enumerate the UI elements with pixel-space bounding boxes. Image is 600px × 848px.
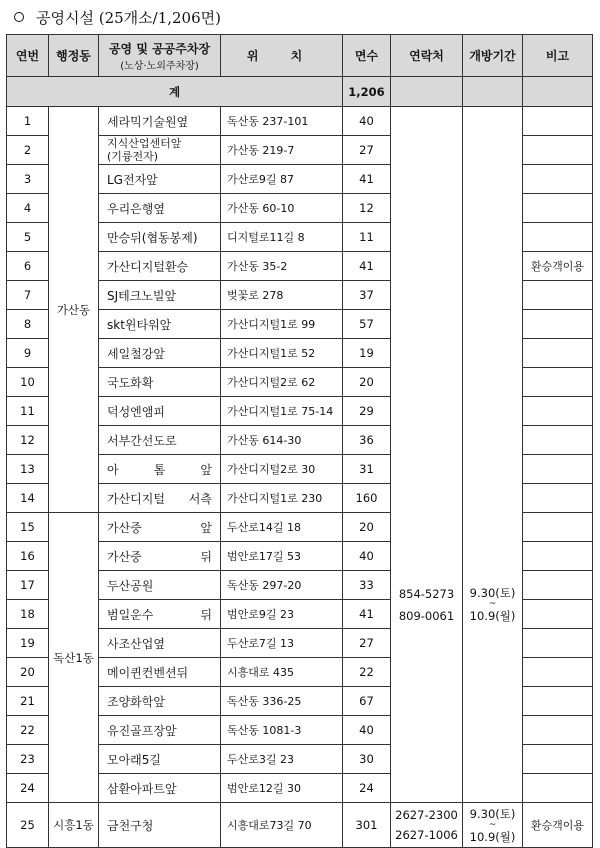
row-no: 23 xyxy=(7,745,49,774)
parking-name-text: 국도화확 xyxy=(107,375,154,390)
spaces-cell: 22 xyxy=(343,658,391,687)
header-district: 행정동 xyxy=(49,35,99,77)
total-spaces: 1,206 xyxy=(343,77,391,107)
row-no: 15 xyxy=(7,513,49,542)
row-no: 20 xyxy=(7,658,49,687)
spaces-cell: 31 xyxy=(343,455,391,484)
parking-name-text: 가산디지털환승 xyxy=(107,259,189,274)
header-name-main: 공영 및 공공주차장 xyxy=(108,41,211,56)
row-no: 6 xyxy=(7,252,49,281)
remark-cell xyxy=(523,571,593,600)
remark-cell xyxy=(523,281,593,310)
remark-cell xyxy=(523,600,593,629)
location-cell: 범안로9길 23 xyxy=(221,600,343,629)
header-period: 개방기간 xyxy=(463,35,523,77)
parking-name xyxy=(99,310,221,339)
parking-name xyxy=(99,658,221,687)
total-period xyxy=(463,77,523,107)
location-cell: 시흥대로 435 xyxy=(221,658,343,687)
section-title-text: 공영시설 (25개소/1,206면) xyxy=(36,8,221,27)
row-no: 5 xyxy=(7,223,49,252)
parking-name-text: SJ테크노빌앞 xyxy=(107,288,177,303)
location-cell: 독산동 336-25 xyxy=(221,687,343,716)
table-row xyxy=(7,107,593,136)
row-no: 21 xyxy=(7,687,49,716)
spaces-cell: 20 xyxy=(343,368,391,397)
remark-cell xyxy=(523,542,593,571)
period-cell xyxy=(463,107,523,803)
spaces-cell: 67 xyxy=(343,687,391,716)
parking-name xyxy=(99,107,221,136)
parking-name xyxy=(99,194,221,223)
parking-name-text: 세일철강앞 xyxy=(107,346,165,361)
remark-cell xyxy=(523,774,593,803)
row-no: 2 xyxy=(7,136,49,165)
parking-name xyxy=(99,339,221,368)
parking-name-text: 우리은행옆 xyxy=(107,201,165,216)
district-cell: 독산1동 xyxy=(49,513,99,803)
parking-name xyxy=(99,136,221,165)
parking-name-text: LG전자앞 xyxy=(107,172,158,187)
district-cell: 시흥1동 xyxy=(49,803,99,848)
parking-name-text: 아 톰 앞 xyxy=(107,462,212,477)
parking-name-text: 두산공원 xyxy=(107,578,154,593)
remark-cell xyxy=(523,426,593,455)
spaces-cell: 19 xyxy=(343,339,391,368)
table-row xyxy=(7,803,593,848)
row-no: 4 xyxy=(7,194,49,223)
spaces-cell: 40 xyxy=(343,542,391,571)
contact-number: 854-5273 xyxy=(398,586,455,601)
period-to: 10.9(월) xyxy=(469,829,516,844)
spaces-cell: 57 xyxy=(343,310,391,339)
contact-number: 809-0061 xyxy=(398,608,455,623)
row-no: 3 xyxy=(7,165,49,194)
spaces-cell: 41 xyxy=(343,165,391,194)
spaces-cell: 20 xyxy=(343,513,391,542)
spaces-cell: 160 xyxy=(343,484,391,513)
row-no: 17 xyxy=(7,571,49,600)
period-to: 10.9(월) xyxy=(469,609,516,623)
header-spaces: 면수 xyxy=(343,35,391,77)
spaces-cell: 40 xyxy=(343,716,391,745)
location-cell: 가산디지털1로 75-14 xyxy=(221,397,343,426)
row-no: 10 xyxy=(7,368,49,397)
parking-name-text: 가산디지털 서측 xyxy=(107,491,212,506)
remark-cell xyxy=(523,194,593,223)
remark-cell xyxy=(523,397,593,426)
remark-cell xyxy=(523,484,593,513)
row-no: 19 xyxy=(7,629,49,658)
parking-name xyxy=(99,774,221,803)
parking-name xyxy=(99,165,221,194)
row-no: 12 xyxy=(7,426,49,455)
location-cell: 범안로17길 53 xyxy=(221,542,343,571)
location-cell: 가산동 35-2 xyxy=(221,252,343,281)
row-no: 1 xyxy=(7,107,49,136)
spaces-cell: 33 xyxy=(343,571,391,600)
parking-name-text: 서부간선도로 xyxy=(107,433,177,448)
location-cell: 두산로3길 23 xyxy=(221,745,343,774)
period-from: 9.30(토) xyxy=(469,806,516,821)
remark-cell xyxy=(523,107,593,136)
header-no: 연번 xyxy=(7,35,49,77)
location-cell: 두산로14길 18 xyxy=(221,513,343,542)
row-no: 13 xyxy=(7,455,49,484)
remark-cell xyxy=(523,658,593,687)
spaces-cell: 37 xyxy=(343,281,391,310)
location-cell: 두산로7길 13 xyxy=(221,629,343,658)
parking-name xyxy=(99,223,221,252)
parking-name-text: 세라믹기술원옆 xyxy=(107,114,189,129)
spaces-cell: 30 xyxy=(343,745,391,774)
header-name-sub: (노상·노외주차장) xyxy=(120,60,199,72)
remark-cell xyxy=(523,629,593,658)
parking-name xyxy=(99,629,221,658)
remark-cell xyxy=(523,310,593,339)
parking-name xyxy=(99,542,221,571)
spaces-cell: 29 xyxy=(343,397,391,426)
parking-name xyxy=(99,484,221,513)
parking-name xyxy=(99,745,221,774)
location-cell: 독산동 1081-3 xyxy=(221,716,343,745)
parking-name xyxy=(99,426,221,455)
parking-name xyxy=(99,368,221,397)
row-no: 18 xyxy=(7,600,49,629)
total-label: 계 xyxy=(7,77,343,107)
contact-cell xyxy=(391,107,463,803)
parking-name-text: 만승뒤(협동봉제) xyxy=(107,230,198,245)
location-cell: 가산디지털2로 30 xyxy=(221,455,343,484)
parking-name xyxy=(99,397,221,426)
parking-name xyxy=(99,252,221,281)
header-name xyxy=(99,35,221,77)
district-cell: 가산동 xyxy=(49,107,99,513)
row-no: 25 xyxy=(7,803,49,848)
parking-name-text: 삼환아파트앞 xyxy=(107,781,177,796)
remark-cell xyxy=(523,223,593,252)
parking-name xyxy=(99,571,221,600)
total-row xyxy=(7,77,593,107)
spaces-cell: 12 xyxy=(343,194,391,223)
parking-name-text: 범일운수 뒤 xyxy=(107,607,212,622)
remark-cell xyxy=(523,745,593,774)
location-cell: 가산동 219-7 xyxy=(221,136,343,165)
spaces-cell: 11 xyxy=(343,223,391,252)
remark-cell xyxy=(523,339,593,368)
spaces-cell: 24 xyxy=(343,774,391,803)
remark-cell xyxy=(523,716,593,745)
period-sep: ~ xyxy=(488,819,497,830)
spaces-cell: 36 xyxy=(343,426,391,455)
spaces-cell: 41 xyxy=(343,600,391,629)
contact-cell xyxy=(391,803,463,848)
parking-name-text: 유진골프장앞 xyxy=(107,723,177,738)
row-no: 24 xyxy=(7,774,49,803)
row-no: 16 xyxy=(7,542,49,571)
parking-name-text: 금천구청 xyxy=(107,818,154,833)
parking-name xyxy=(99,281,221,310)
contact-number: 2627-1006 xyxy=(395,828,458,842)
location-cell: 독산동 237-101 xyxy=(221,107,343,136)
parking-table xyxy=(6,34,593,848)
parking-name-text: 가산중 뒤 xyxy=(107,549,212,564)
parking-name-text: skt윈타워앞 xyxy=(107,317,172,332)
period-sep: ~ xyxy=(488,599,497,609)
location-cell: 가산동 614-30 xyxy=(221,426,343,455)
parking-name-text: 가산중 앞 xyxy=(107,520,212,535)
row-no: 9 xyxy=(7,339,49,368)
location-cell: 범안로12길 30 xyxy=(221,774,343,803)
section-title xyxy=(14,4,221,30)
remark-cell xyxy=(523,165,593,194)
row-no: 11 xyxy=(7,397,49,426)
parking-name-text: 덕성엔앰피 xyxy=(107,404,165,419)
parking-name xyxy=(99,455,221,484)
remark-cell: 환승객이용 xyxy=(523,803,593,848)
parking-name-sub: (기륭전자) xyxy=(107,150,159,163)
parking-name-text: 사조산업옆 xyxy=(107,636,165,651)
spaces-cell: 40 xyxy=(343,107,391,136)
location-cell: 가산디지털1로 230 xyxy=(221,484,343,513)
row-no: 22 xyxy=(7,716,49,745)
parking-name xyxy=(99,716,221,745)
location-cell: 가산디지털2로 62 xyxy=(221,368,343,397)
row-no: 8 xyxy=(7,310,49,339)
location-cell: 가산디지털1로 52 xyxy=(221,339,343,368)
remark-cell xyxy=(523,687,593,716)
remark-cell xyxy=(523,368,593,397)
location-cell: 시흥대로73길 70 xyxy=(221,803,343,848)
row-no: 7 xyxy=(7,281,49,310)
parking-name-text: 모아래5길 xyxy=(107,752,162,767)
location-cell: 독산동 297-20 xyxy=(221,571,343,600)
header-contact: 연락처 xyxy=(391,35,463,77)
parking-name xyxy=(99,600,221,629)
location-cell: 벚꽃로 278 xyxy=(221,281,343,310)
contact-number: 2627-2300 xyxy=(395,808,458,822)
header-row xyxy=(7,35,593,77)
period-from: 9.30(토) xyxy=(469,586,516,600)
parking-name-text: 메이퀸컨벤션뒤 xyxy=(107,665,189,680)
header-remark: 비고 xyxy=(523,35,593,77)
remark-cell xyxy=(523,513,593,542)
row-no: 14 xyxy=(7,484,49,513)
parking-name xyxy=(99,513,221,542)
location-cell: 디지털로11길 8 xyxy=(221,223,343,252)
circle-bullet-icon xyxy=(14,12,24,22)
remark-cell: 환승객이용 xyxy=(523,252,593,281)
spaces-cell: 27 xyxy=(343,629,391,658)
location-cell: 가산디지털1로 99 xyxy=(221,310,343,339)
parking-name-text: 조양화학앞 xyxy=(107,694,165,709)
spaces-cell: 27 xyxy=(343,136,391,165)
total-remark xyxy=(523,77,593,107)
remark-cell xyxy=(523,455,593,484)
total-contact xyxy=(391,77,463,107)
parking-name xyxy=(99,803,221,848)
parking-name xyxy=(99,687,221,716)
parking-name-text: 지식산업센터앞 xyxy=(107,137,182,150)
location-cell: 가산동 60-10 xyxy=(221,194,343,223)
spaces-cell: 301 xyxy=(343,803,391,848)
period-cell xyxy=(463,803,523,848)
location-cell: 가산로9길 87 xyxy=(221,165,343,194)
remark-cell xyxy=(523,136,593,165)
header-location: 위 치 xyxy=(221,35,343,77)
spaces-cell: 41 xyxy=(343,252,391,281)
